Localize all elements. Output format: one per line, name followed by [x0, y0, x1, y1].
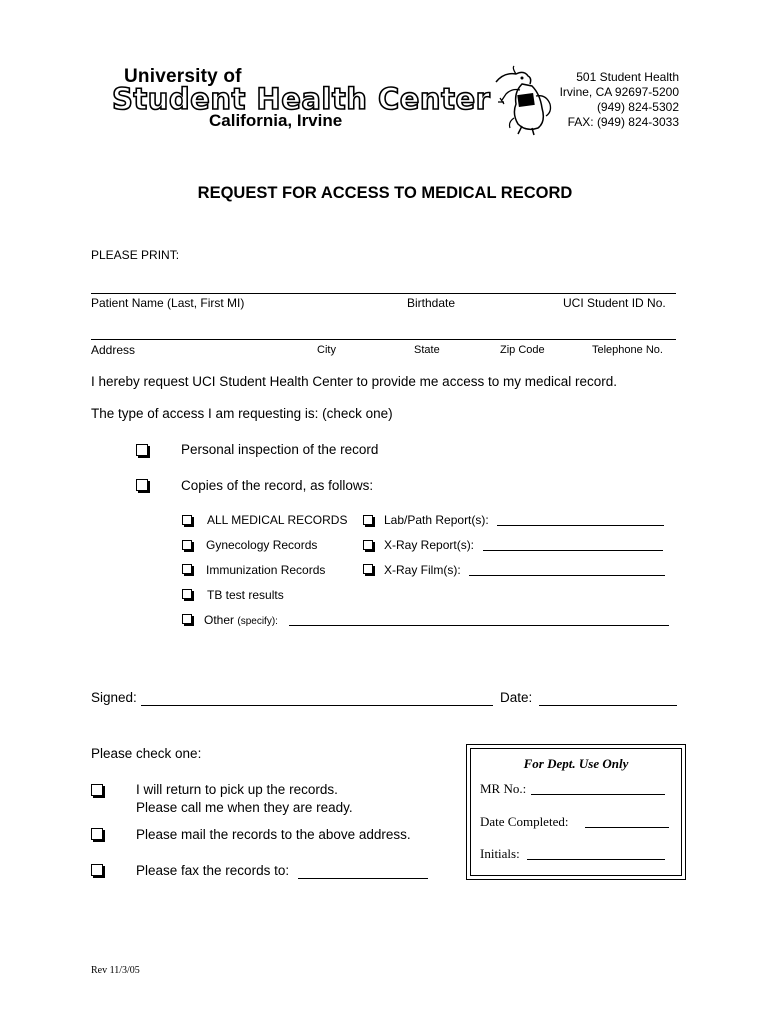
- access-type-prompt: The type of access I am requesting is: (check one): [91, 406, 393, 421]
- other-label: [204, 613, 278, 627]
- all-records-label: ALL MEDICAL RECORDS: [207, 513, 348, 527]
- dept-use-title: For Dept. Use Only: [523, 756, 629, 771]
- contact-info: [560, 70, 679, 130]
- student-id-label: UCI Student ID No.: [563, 296, 666, 310]
- initials-line[interactable]: [527, 859, 665, 860]
- immunization-label: Immunization Records: [206, 563, 326, 577]
- mail-label: Please mail the records to the above address.: [136, 827, 411, 842]
- fax-number-line[interactable]: [298, 878, 428, 879]
- date-completed-line[interactable]: [585, 827, 669, 828]
- contact-phone: (949) 824-5302: [596, 100, 679, 114]
- dept-use-box: [466, 744, 686, 880]
- initials-label: Initials:: [480, 846, 520, 861]
- tb-test-checkbox[interactable]: [182, 589, 192, 599]
- all-records-checkbox[interactable]: [182, 515, 192, 525]
- date-completed-label: Date Completed:: [480, 814, 569, 829]
- signature-line[interactable]: [141, 705, 493, 706]
- copies-checkbox[interactable]: [136, 479, 148, 491]
- xray-film-checkbox[interactable]: [363, 564, 373, 574]
- request-statement: I hereby request UCI Student Health Center to provide me access to my medical record.: [91, 374, 617, 389]
- zip-label: Zip Code: [500, 344, 545, 356]
- fax-checkbox[interactable]: [91, 864, 103, 876]
- patient-info-line[interactable]: [91, 293, 676, 294]
- birthdate-label: Birthdate: [407, 296, 456, 310]
- personal-inspection-checkbox[interactable]: [136, 444, 148, 456]
- date-label: Date:: [500, 690, 533, 705]
- mr-no-label: MR No.:: [480, 781, 527, 796]
- xray-report-checkbox[interactable]: [363, 540, 373, 550]
- xray-report-line[interactable]: [483, 550, 663, 551]
- logo-california-irvine: California, Irvine: [209, 111, 343, 130]
- copies-label: Copies of the record, as follows:: [181, 478, 374, 493]
- mr-no-line[interactable]: [531, 794, 665, 795]
- xray-film-label: X-Ray Film(s):: [384, 563, 461, 577]
- lab-path-label: Lab/Path Report(s):: [384, 513, 489, 527]
- pickup-label-line2: Please call me when they are ready.: [136, 800, 353, 815]
- contact-address: 501 Student Health: [576, 70, 679, 84]
- check-one-label: Please check one:: [91, 746, 202, 761]
- patient-name-label: Patient Name (Last, First MI): [91, 296, 245, 310]
- personal-inspection-label: Personal inspection of the record: [181, 442, 379, 457]
- pickup-label-line1: I will return to pick up the records.: [136, 782, 338, 797]
- xray-film-line[interactable]: [469, 575, 665, 576]
- immunization-checkbox[interactable]: [182, 564, 192, 574]
- lab-path-checkbox[interactable]: [363, 515, 373, 525]
- other-specify-line[interactable]: [289, 625, 669, 626]
- logo-university-of: University of: [124, 66, 242, 87]
- revision-label: Rev 11/3/05: [91, 965, 140, 976]
- logo-student-health-center: Student Health Center: [112, 82, 491, 116]
- state-label: State: [414, 344, 440, 356]
- lab-path-line[interactable]: [497, 525, 664, 526]
- address-info-line[interactable]: [91, 339, 676, 340]
- tb-test-label: TB test results: [207, 588, 284, 602]
- xray-report-label: X-Ray Report(s):: [384, 538, 475, 552]
- other-text: Other: [204, 613, 235, 627]
- anteater-mascot-icon: [492, 64, 554, 136]
- telephone-label: Telephone No.: [592, 344, 663, 356]
- form-title: REQUEST FOR ACCESS TO MEDICAL RECORD: [197, 184, 573, 202]
- please-print-label: PLEASE PRINT:: [91, 248, 180, 262]
- gynecology-checkbox[interactable]: [182, 540, 192, 550]
- city-label: City: [317, 344, 336, 356]
- other-checkbox[interactable]: [182, 614, 192, 624]
- signed-label: Signed:: [91, 690, 137, 705]
- mail-checkbox[interactable]: [91, 828, 103, 840]
- fax-label: Please fax the records to:: [136, 863, 290, 878]
- other-specify-text: (specify):: [237, 616, 278, 627]
- address-label: Address: [91, 343, 136, 357]
- contact-city: Irvine, CA 92697-5200: [559, 85, 679, 99]
- date-line[interactable]: [539, 705, 677, 706]
- gynecology-label: Gynecology Records: [206, 538, 318, 552]
- contact-fax: FAX: (949) 824-3033: [567, 115, 679, 129]
- pickup-checkbox[interactable]: [91, 784, 103, 796]
